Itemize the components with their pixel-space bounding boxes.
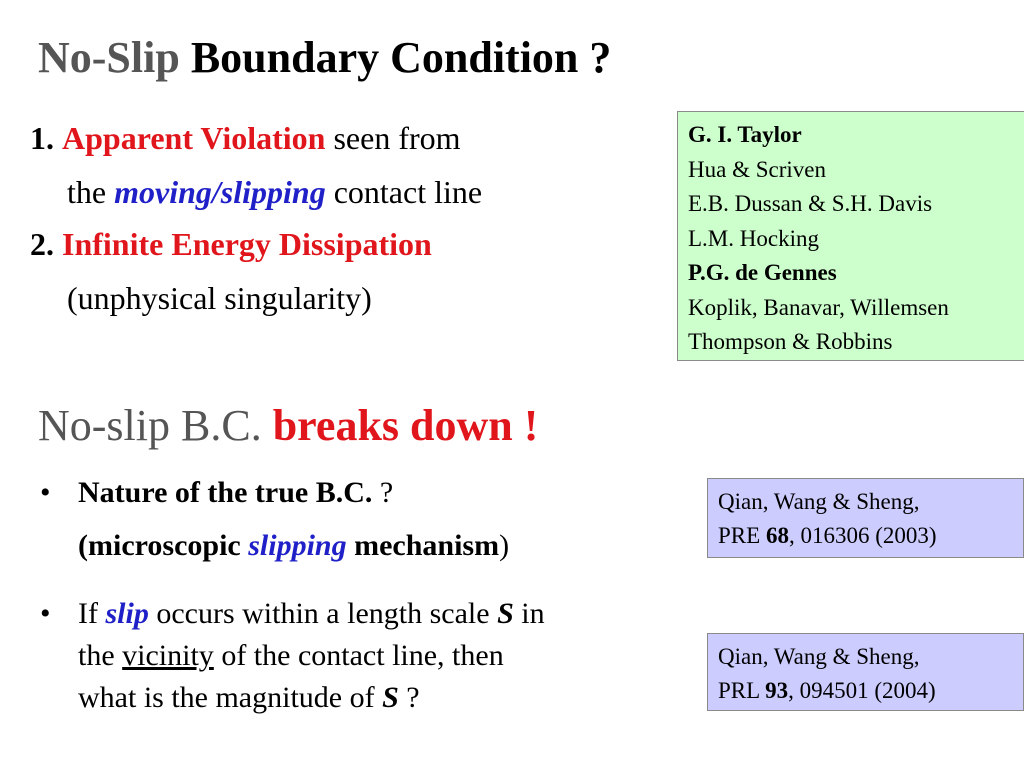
citation-box-pre	[707, 478, 1024, 558]
slip-text: slip	[105, 597, 149, 630]
title-part2: Boundary Condition ?	[190, 33, 612, 82]
citation-pages-year: , 094501 (2004)	[788, 678, 936, 703]
subtitle-part1: No-slip B.C.	[38, 401, 262, 450]
subtitle-part2: breaks down !	[272, 401, 539, 450]
vicinity-text: vicinity	[122, 639, 214, 672]
slipping-text: slipping	[248, 529, 347, 562]
question-mark: ?	[379, 476, 394, 509]
citation-ref	[718, 519, 1013, 553]
length-scale-text: occurs within a length scale	[156, 597, 490, 630]
the-text: the	[78, 639, 115, 672]
bullet-1-line1	[78, 475, 393, 511]
question-mark: ?	[406, 681, 420, 714]
bullet-2-line1	[78, 596, 545, 632]
close-paren: )	[499, 529, 510, 562]
bullet-2-line2	[78, 638, 504, 674]
if-text: If	[78, 597, 98, 630]
references-box	[677, 111, 1024, 361]
bullet-marker: •	[40, 476, 51, 509]
journal-name: PRL	[718, 678, 760, 703]
volume-number: 68	[765, 523, 789, 548]
s-variable: S	[497, 597, 514, 630]
infinite-energy-text: Infinite Energy Dissipation	[62, 226, 432, 262]
s-variable: S	[382, 681, 399, 714]
list-item-1-line2	[67, 172, 482, 212]
magnitude-text: what is the magnitude of	[78, 681, 375, 714]
volume-number: 93	[765, 678, 789, 703]
microscopic-text: (microscopic	[78, 529, 241, 562]
journal-name: PRE	[718, 523, 761, 548]
ref-item: E.B. Dussan & S.H. Davis	[688, 191, 933, 216]
ref-item: P.G. de Gennes	[688, 260, 837, 285]
bullet-marker: •	[40, 597, 51, 630]
list-item-1-line1	[30, 118, 461, 158]
citation-ref	[718, 674, 1013, 708]
citation-box-prl	[707, 633, 1024, 711]
list-item-2-line1	[30, 224, 432, 264]
ref-item: G. I. Taylor	[688, 122, 802, 147]
citation-pages-year: , 016306 (2003)	[788, 523, 937, 548]
citation-authors: Qian, Wang & Sheng,	[718, 489, 920, 514]
bullet-1-line2	[78, 528, 509, 564]
mechanism-text: mechanism	[354, 529, 500, 562]
nature-true-bc-text: Nature of the true B.C.	[78, 476, 373, 509]
ref-item: Koplik, Banavar, Willemsen	[688, 294, 949, 320]
bullet-2-line3	[78, 680, 420, 716]
list-item-2-line2: (unphysical singularity)	[67, 280, 372, 316]
ref-item: L.M. Hocking	[688, 225, 819, 251]
citation-authors: Qian, Wang & Sheng,	[718, 644, 920, 669]
contact-line-text: of the contact line, then	[221, 639, 504, 672]
list-number-2: 2.	[30, 226, 54, 262]
title-part1: No-Slip	[38, 33, 180, 82]
ref-item: Thompson & Robbins	[688, 329, 893, 354]
page-title	[38, 30, 611, 86]
list-item-1-post: contact line	[333, 174, 483, 210]
list-number-1: 1.	[30, 120, 54, 156]
list-item-1-pre: the	[67, 174, 107, 210]
apparent-violation-text: Apparent Violation	[62, 120, 326, 156]
in-text: in	[521, 597, 545, 630]
ref-item: Hua & Scriven	[688, 156, 826, 182]
list-item-1-rest: seen from	[333, 120, 461, 156]
section-subtitle	[38, 398, 538, 454]
moving-slipping-text: moving/slipping	[114, 174, 326, 210]
